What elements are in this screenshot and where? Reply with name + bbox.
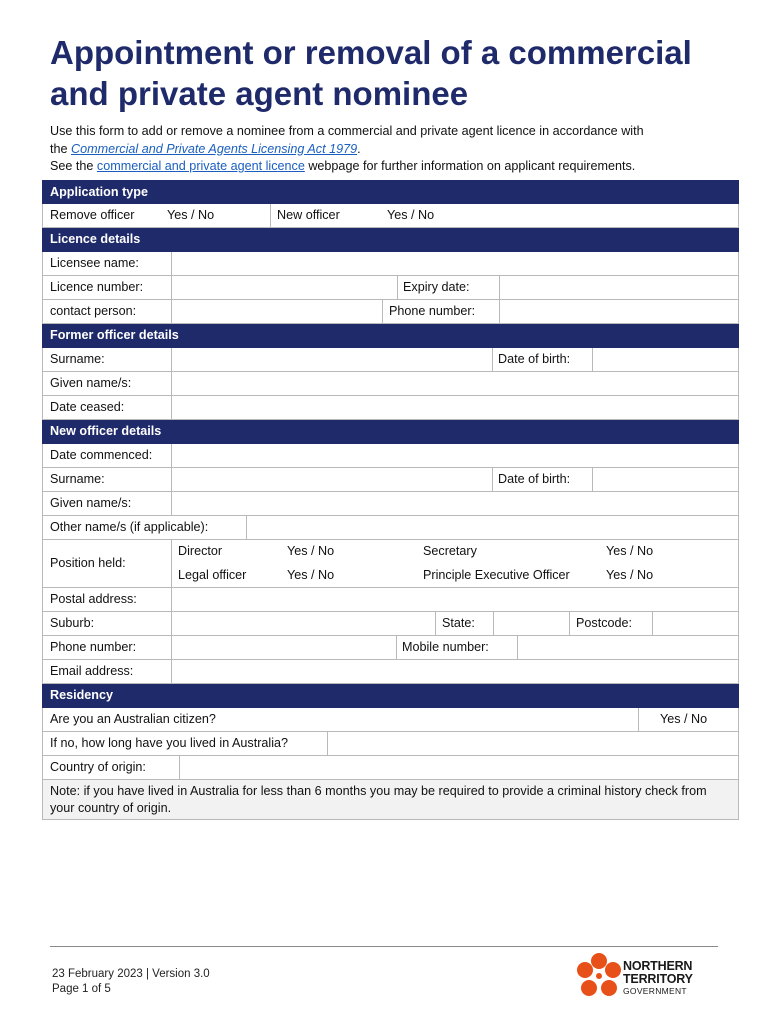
nt-government-logo (575, 952, 715, 1002)
divider (435, 612, 436, 635)
intro-line-3 (50, 158, 740, 176)
logo-line-1: NORTHERN (623, 959, 693, 973)
postcode-label: Postcode: (576, 616, 633, 630)
given-names-field[interactable] (172, 492, 738, 515)
date-ceased-row (42, 396, 739, 420)
country-of-origin-label: Country of origin: (50, 760, 146, 774)
director-label: Director (178, 544, 223, 558)
licensee-name-row (42, 252, 739, 276)
email-address-field[interactable] (172, 660, 738, 683)
former-given-names-row (42, 372, 739, 396)
section-title: Former officer details (50, 328, 179, 342)
divider (397, 276, 398, 299)
divider (492, 468, 493, 491)
position-held-label: Position held: (50, 556, 126, 570)
intro-line-2-suffix: . (357, 141, 361, 156)
principle-executive-label: Principle Executive Officer (423, 568, 570, 582)
title-line-1: Appointment or removal of a commercial (50, 34, 692, 71)
licence-webpage-link[interactable]: commercial and private agent licence (96, 159, 305, 173)
section-header-application-type (42, 180, 739, 204)
intro-line-1: Use this form to add or remove a nominee from a commercial and private agent licence in accordance with (50, 124, 644, 138)
divider (382, 300, 383, 323)
principle-executive-choice[interactable]: Yes / No (606, 568, 654, 582)
state-field[interactable] (494, 612, 569, 635)
desert-rose-icon (575, 952, 623, 1002)
divider (396, 636, 397, 659)
country-of-origin-field[interactable] (180, 756, 738, 779)
surname-label: Surname: (50, 352, 105, 366)
section-title: Licence details (50, 232, 141, 246)
phone-number-field[interactable] (500, 300, 738, 323)
phone-number-label: Phone number: (389, 304, 476, 318)
contact-person-label: contact person: (50, 304, 137, 318)
date-commenced-row (42, 444, 739, 468)
other-names-label: Other name/s (if applicable): (50, 520, 209, 534)
surname-field[interactable] (172, 348, 492, 371)
suburb-row (42, 612, 739, 636)
given-names-label: Given name/s: (50, 376, 132, 390)
intro-line-2 (50, 141, 740, 159)
date-commenced-label: Date commenced: (50, 448, 153, 462)
divider (638, 708, 639, 731)
section-header-former-officer (42, 324, 739, 348)
suburb-label: Suburb: (50, 616, 95, 630)
date-of-birth-label: Date of birth: (498, 352, 571, 366)
divider (569, 612, 570, 635)
expiry-date-field[interactable] (500, 276, 738, 299)
licensee-name-label: Licensee name: (50, 256, 139, 270)
postal-address-row (42, 588, 739, 612)
title-line-2: and private agent nominee (50, 75, 469, 112)
former-surname-row (42, 348, 739, 372)
country-of-origin-row (42, 756, 739, 780)
date-ceased-field[interactable] (172, 396, 738, 419)
page-title (50, 32, 740, 114)
citizen-question-label: Are you an Australian citizen? (50, 712, 216, 726)
section-title: New officer details (50, 424, 162, 438)
licence-number-field[interactable] (172, 276, 397, 299)
mobile-number-label: Mobile number: (402, 640, 489, 654)
section-title: Application type (50, 185, 148, 199)
footer-page-number: Page 1 of 5 (52, 983, 111, 995)
how-long-label: If no, how long have you lived in Australia? (50, 736, 289, 750)
residency-note-row (42, 780, 739, 820)
licence-number-label: Licence number: (50, 280, 144, 294)
licensee-name-field[interactable] (172, 252, 738, 275)
act-link[interactable]: Commercial and Private Agents Licensing Act 1979 (71, 141, 358, 156)
other-names-field[interactable] (247, 516, 738, 539)
phone-number-label: Phone number: (50, 640, 137, 654)
divider (270, 204, 271, 227)
new-given-names-row (42, 492, 739, 516)
citizen-row (42, 708, 739, 732)
remove-officer-label: Remove officer (50, 208, 135, 222)
section-header-residency (42, 684, 739, 708)
new-surname-row (42, 468, 739, 492)
remove-officer-choice[interactable]: Yes / No (167, 208, 215, 222)
contact-person-row (42, 300, 739, 324)
intro-text (50, 123, 740, 176)
surname-field[interactable] (172, 468, 492, 491)
postal-address-label: Postal address: (50, 592, 137, 606)
secretary-label: Secretary (423, 544, 477, 558)
residency-note: Note: if you have lived in Australia for less than 6 months you may be required to provide a criminal history check from your country of origin. (50, 784, 707, 815)
divider (171, 540, 172, 587)
section-header-licence-details (42, 228, 739, 252)
date-of-birth-field[interactable] (593, 348, 738, 371)
mobile-number-field[interactable] (518, 636, 738, 659)
given-names-label: Given name/s: (50, 496, 132, 510)
intro-line-3-suffix: webpage for further information on applicant requirements. (304, 159, 636, 173)
phone-number-field[interactable] (172, 636, 396, 659)
section-header-new-officer (42, 420, 739, 444)
surname-label: Surname: (50, 472, 105, 486)
application-type-row (42, 204, 739, 228)
date-of-birth-label: Date of birth: (498, 472, 571, 486)
state-label: State: (442, 616, 475, 630)
contact-person-field[interactable] (172, 300, 382, 323)
other-names-row (42, 516, 739, 540)
footer-divider (50, 946, 718, 947)
legal-officer-label: Legal officer (178, 568, 247, 582)
postcode-field[interactable] (653, 612, 738, 635)
email-address-row (42, 660, 739, 684)
footer-date-version: 23 February 2023 | Version 3.0 (52, 968, 210, 980)
section-title: Residency (50, 688, 113, 702)
position-held-row (42, 540, 739, 588)
expiry-date-label: Expiry date: (403, 280, 470, 294)
intro-line-2-prefix: the (50, 141, 72, 156)
citizen-choice[interactable]: Yes / No (660, 712, 708, 726)
email-address-label: Email address: (50, 664, 134, 678)
new-officer-choice[interactable]: Yes / No (387, 208, 435, 222)
how-long-row (42, 732, 739, 756)
application-form (42, 180, 739, 820)
how-long-field[interactable] (328, 732, 738, 755)
logo-line-2: TERRITORY (623, 972, 693, 986)
legal-officer-choice[interactable]: Yes / No (287, 568, 335, 582)
footer-info (52, 967, 210, 997)
given-names-field[interactable] (172, 372, 738, 395)
date-ceased-label: Date ceased: (50, 400, 125, 414)
new-officer-label: New officer (277, 208, 340, 222)
suburb-field[interactable] (172, 612, 435, 635)
logo-line-3: GOVERNMENT (623, 986, 687, 996)
licence-number-row (42, 276, 739, 300)
date-commenced-field[interactable] (172, 444, 738, 467)
secretary-choice[interactable]: Yes / No (606, 544, 654, 558)
divider (492, 348, 493, 371)
date-of-birth-field[interactable] (593, 468, 738, 491)
director-choice[interactable]: Yes / No (287, 544, 335, 558)
logo-wordmark (623, 960, 693, 996)
intro-line-3-prefix: See the (50, 159, 97, 173)
new-phone-row (42, 636, 739, 660)
postal-address-field[interactable] (172, 588, 738, 611)
